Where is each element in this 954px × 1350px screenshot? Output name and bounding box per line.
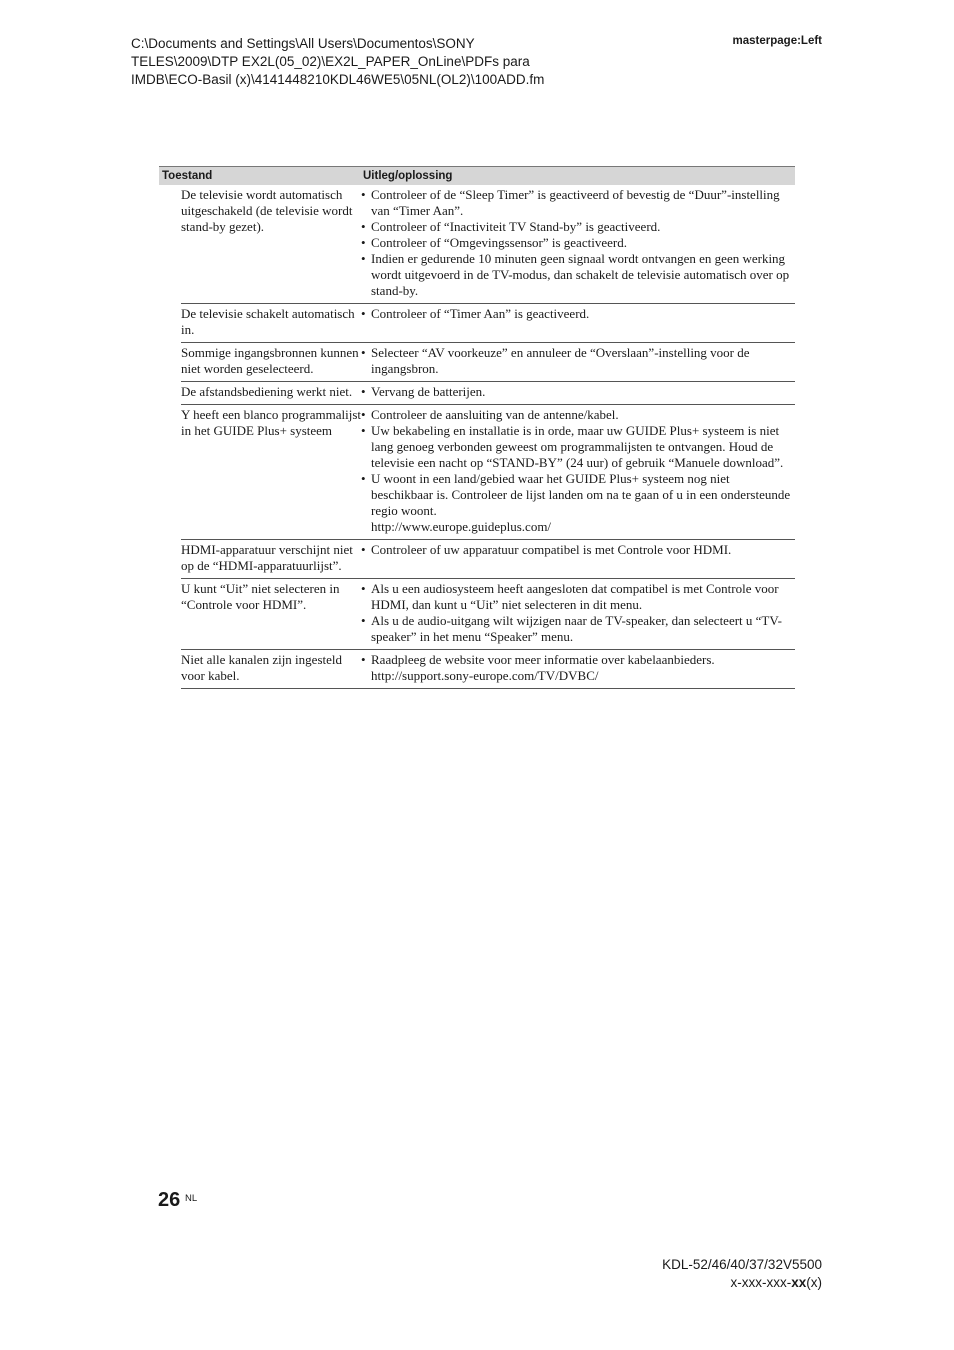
model-number: KDL-52/46/40/37/32V5500 [662,1257,822,1272]
solution-cell [361,343,795,381]
document-code [662,1274,822,1292]
bullet-marker [361,668,371,684]
condition-cell: Y heeft een blanco programmalijst in het GUIDE Plus+ systeem [181,407,362,438]
solution-text: http://www.europe.guideplus.com/ [371,519,552,534]
table-row [181,650,795,689]
bullet-marker: • [361,542,366,557]
solution-cell [361,382,795,404]
table-row [181,343,795,382]
file-path-header [131,35,691,89]
solution-bullet-item [361,306,791,322]
solution-text: Controleer of “Inactiviteit TV Stand-by” is geactiveerd. [371,219,661,234]
solution-text: Controleer of “Omgevingssensor” is geactiveerd. [371,235,627,250]
solution-cell [361,304,795,342]
table-row [181,540,795,579]
file-path-line: TELES\2009\DTP EX2L(05_02)\EX2L_PAPER_OnLine\PDFs para [131,54,530,69]
solution-text: Als u de audio-uitgang wilt wijzigen naar de TV-speaker, dan selecteert u “TV-speaker” in het menu “Speaker” menu. [371,613,782,644]
table-header [159,166,795,185]
table-body [159,185,795,689]
solution-text: Uw bekabeling en installatie is in orde, maar uw GUIDE Plus+ systeem is niet lang genoeg verbonden geweest om programmalijsten te ontvangen. Houd de televisie een nacht op “STAND-BY” (24 uur) of gebruik “Manuele download”. [371,423,784,470]
solution-text: Als u een audiosysteem heeft aangesloten dat compatibel is met Controle voor HDMI, dan kunt u “Uit” niet selecteren in dit menu. [371,581,779,612]
footer [662,1256,822,1292]
masterpage-label: masterpage:Left [732,35,822,47]
table-row [181,405,795,540]
solution-bullet-item [361,652,791,668]
bullet-marker [361,519,371,535]
solution-text: Raadpleeg de website voor meer informatie over kabelaanbieders. [371,652,715,667]
document-code-bold: xx [791,1275,807,1290]
bullet-marker: • [361,407,366,422]
page-number: 26 [158,1189,181,1211]
solution-url [361,668,791,684]
table-row [181,382,795,405]
condition-cell: De afstandsbediening werkt niet. [181,384,353,399]
solution-cell [361,579,795,649]
bullet-marker: • [361,581,366,596]
solution-bullet-item [361,581,791,613]
condition-cell: U kunt “Uit” niet selecteren in “Controle voor HDMI”. [181,581,340,612]
condition-cell: De televisie schakelt automatisch in. [181,306,355,337]
file-path-line: C:\Documents and Settings\All Users\Documentos\SONY [131,36,475,51]
solution-cell [361,650,795,688]
solution-text: http://support.sony-europe.com/TV/DVBC/ [371,668,599,683]
troubleshooting-table [159,166,795,689]
solution-text: Indien er gedurende 10 minuten geen signaal wordt ontvangen en geen werking wordt uitgevoerd in de TV-modus, dan schakelt de televisie automatisch over op stand-by. [371,251,790,298]
solution-cell [361,185,795,303]
page-language: NL [185,1193,198,1204]
document-code-suffix: (x) [806,1275,822,1290]
bullet-marker: • [361,306,366,321]
table-row [181,579,795,650]
bullet-marker: • [361,251,366,266]
solution-bullet-item [361,471,791,519]
solution-text: Controleer of uw apparatuur compatibel is met Controle voor HDMI. [371,542,732,557]
solution-text: Controleer of de “Sleep Timer” is geactiveerd of bevestig de “Duur”-instelling van “Timer Aan”. [371,187,780,218]
solution-bullet-item [361,542,791,558]
solution-text: Selecteer “AV voorkeuze” en annuleer de “Overslaan”-instelling voor de ingangsbron. [371,345,750,376]
condition-cell: Sommige ingangsbronnen kunnen niet worden geselecteerd. [181,345,359,376]
bullet-marker: • [361,384,366,399]
solution-bullet-item [361,235,791,251]
bullet-marker: • [361,423,366,438]
solution-bullet-item [361,219,791,235]
column-header-solution: Uitleg/oplossing [363,170,453,182]
solution-bullet-item [361,345,791,377]
bullet-marker: • [361,652,366,667]
bullet-marker: • [361,187,366,202]
solution-bullet-item [361,251,791,299]
bullet-marker: • [361,613,366,628]
column-header-condition: Toestand [162,170,213,182]
solution-cell [361,405,795,539]
condition-cell: Niet alle kanalen zijn ingesteld voor kabel. [181,652,342,683]
table-row [181,304,795,343]
solution-bullet-item [361,423,791,471]
solution-bullet-item [361,384,791,400]
solution-cell [361,540,795,578]
solution-bullet-item [361,407,791,423]
bullet-marker: • [361,345,366,360]
solution-text: Controleer of “Timer Aan” is geactiveerd. [371,306,590,321]
solution-text: U woont in een land/gebied waar het GUIDE Plus+ systeem nog niet beschikbaar is. Controleer de lijst landen om na te gaan of u in een ondersteunde regio woont. [371,471,791,518]
solution-text: Controleer de aansluiting van de antenne/kabel. [371,407,619,422]
condition-cell: HDMI-apparatuur verschijnt niet op de “HDMI-apparatuurlijst”. [181,542,353,573]
condition-cell: De televisie wordt automatisch uitgeschakeld (de televisie wordt stand-by gezet). [181,187,353,234]
solution-bullet-item [361,613,791,645]
file-path-line: IMDB\ECO-Basil (x)\4141448210KDL46WE5\05NL(OL2)\100ADD.fm [131,72,545,87]
bullet-marker: • [361,471,366,486]
solution-bullet-item [361,187,791,219]
table-row [181,185,795,304]
solution-text: Vervang de batterijen. [371,384,486,399]
solution-url [361,519,791,535]
document-code-prefix: x-xxx-xxx- [730,1275,792,1290]
bullet-marker: • [361,219,366,234]
bullet-marker: • [361,235,366,250]
